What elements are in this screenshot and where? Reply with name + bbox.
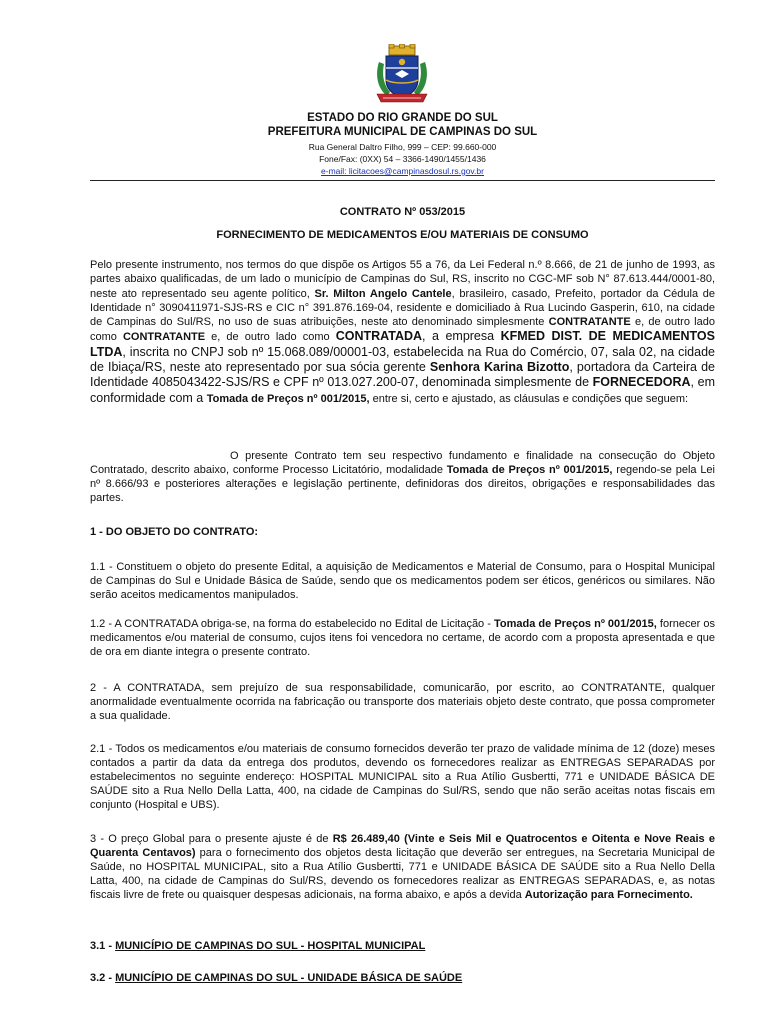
section-3-1-title	[90, 940, 425, 952]
paragraph-3	[90, 832, 715, 902]
paragraph-fundamento	[90, 449, 715, 505]
p3-text: para o fornecimento dos objetos desta licitação que deverão ser entregues, na Secretaria Municipal de Saúde, no HOSPITAL MUNICIPAL, sito a Rua Atílio Gusbertti, 771 e UNIDADE BÁSICA DE SAÚDE sito a Rua Nello Della Latta, 400, na cidade de Campinas do Sul/RS, devendo os fornecedores realizar as ENTREGAS SEPARADAS, e, as notas fiscais livre de frete ou quaisquer despesas adicionais, na forma abaixo, e após a devida	[90, 847, 716, 901]
p2-text: O presente Contrato tem seu respectivo fundamento e finalidade na consecução do Objeto Contratado, descrito abaixo, conforme Processo Licitatório, modalidade	[90, 450, 715, 476]
section-3-2-number: 3.2 -	[90, 972, 116, 984]
paragraph-2-1: 2.1 - Todos os medicamentos e/ou materiais de consumo fornecidos deverão ter prazo de validade mínima de 12 (doze) meses contados a partir da data da entrega dos produtos, devendo os fornecedores realizar as ENTREGAS SEPARADAS por estabelecimentos no seguinte endereço: HOSPITAL MUNICIPAL sito a Rua Atílio Gusbertti, 771 e UNIDADE BÁSICA DE SAÚDE sito a Rua Nello Della Latta, 400, na cidade de Campinas do Sul/RS, sendo que não serão aceitas notas fiscais em conjunto (Hospital e UBS).	[90, 743, 715, 811]
p2-tomada-precos: Tomada de Preços nº 001/2015,	[446, 464, 613, 476]
p1-text: , portadora da Carteira de Identidade 4085043422-SJS/RS e CPF nº 013.027.200-07, denominada simplesmente de	[90, 360, 716, 390]
p1-text: , inscrita no CNPJ sob nº 15.068.089/00001-03, estabelecida na Rua do Comércio, 07, sala 02, na cidade de Ibiaça/RS, neste ato representado por sua sócia gerente	[90, 344, 715, 375]
section-1-title: 1 - DO OBJETO DO CONTRATO:	[90, 526, 259, 538]
section-3-2-title	[90, 972, 462, 984]
p1-fornecedora: FORNECEDORA	[592, 375, 691, 390]
p1-text: e, de outro lado como	[90, 316, 715, 344]
p1-tomada-precos: Tomada de Preços nº 001/2015,	[206, 392, 370, 405]
section-3-2-text: MUNICÍPIO DE CAMPINAS DO SUL - UNIDADE BÁSICA DE SAÚDE	[115, 972, 463, 984]
p3-price: R$ 26.489,40 (Vinte e Seis Mil e Quatrocentos e Oitenta e Nove Reais e Quarenta Centavos)	[90, 833, 716, 859]
p1-contratante: CONTRATANTE	[548, 316, 631, 329]
paragraph-2: 2 - A CONTRATADA, sem prejuízo de sua responsabilidade, comunicarão, por escrito, ao CONTRATANTE, qualquer anormalidade eventualmente ocorrida na fabricação ou transporte dos materiais objeto deste contrato, que possa comprometer a sua qualidade.	[90, 682, 715, 722]
p1-text: e, de outro lado como	[205, 331, 336, 344]
contract-title: CONTRATO Nº 053/2015	[339, 206, 466, 218]
header-address: Rua General Daltro Filho, 999 – CEP: 99.660-000	[308, 142, 497, 152]
p1-mayor-name: Sr. Milton Angelo Cantele	[314, 287, 452, 300]
coat-of-arms-icon	[373, 44, 431, 106]
paragraph-1-1: 1.1 - Constituem o objeto do presente Edital, a aquisição de Medicamentos e Material de Consumo, para o Hospital Municipal de Campinas do Sul e Unidade Básica de Saúde, sendo que os medicamentos podem ser éticos, genéricos ou similares. Não serão aceitos medicamentos manipulados.	[90, 561, 715, 601]
header-email-link[interactable]: e-mail: licitacoes@campinasdosul.rs.gov.br	[321, 166, 484, 176]
p1-contratada: CONTRATADA	[335, 329, 423, 344]
p1-text: , em conformidade com a	[90, 375, 715, 405]
section-3-1-text: MUNICÍPIO DE CAMPINAS DO SUL - HOSPITAL MUNICIPAL	[115, 940, 426, 952]
p1-text: Pelo presente instrumento, nos termos do que dispõe os Artigos 55 a 76, da Lei Federal n.º 8.666, de 21 de junho de 1993, as partes abaixo qualificadas, de um lado o município de Campinas do Sul, RS, inscrito no CGC-MF sob N° 87.613.444/0001-80, neste ato representado seu agente político,	[90, 259, 715, 300]
header-phone: Fone/Fax: (0XX) 54 – 3366-1490/1455/1436	[319, 154, 486, 164]
p12-text: 1.2 - A CONTRATADA obriga-se, na forma do estabelecido no Edital de Licitação -	[90, 618, 494, 630]
p3-autorizacao: Autorização para Fornecimento.	[524, 889, 693, 901]
section-3-1-number: 3.1 -	[90, 940, 116, 952]
header-state: ESTADO DO RIO GRANDE DO SUL	[307, 112, 498, 124]
p3-text: 3 - O preço Global para o presente ajuste é de	[90, 833, 333, 845]
paragraph-preamble	[90, 258, 715, 406]
p1-text: , brasileiro, casado, Prefeito, portador da Cédula de Identidade n° 3090411971-SJS-RS e CIC n° 391.876.169-04, residente e domiciliado à Rua Lucindo Gasperin, 610, na cidade de Campinas do Sul/RS, no uso de suas atribuições, neste ato denominado simplesmente	[90, 287, 715, 329]
contract-object-title: FORNECIMENTO DE MEDICAMENTOS E/OU MATERIAIS DE CONSUMO	[216, 229, 589, 241]
paragraph-1-2	[90, 617, 715, 659]
header-divider	[90, 180, 715, 181]
p1-text: , a empresa	[422, 329, 501, 344]
p2-text: regendo-se pela Lei nº 8.666/93 e posteriores alterações e legislação pertinente, definidoras dos direitos, obrigações e responsabilidades das partes.	[90, 464, 715, 504]
p1-company-name: KFMED DIST. DE MEDICAMENTOS LTDA	[90, 329, 715, 359]
p12-tomada-precos: Tomada de Preços nº 001/2015,	[494, 618, 657, 630]
p1-contratante-2: CONTRATANTE	[122, 331, 206, 344]
p1-text: entre si, certo e ajustado, as cláusulas e condições que seguem:	[369, 392, 689, 405]
header-prefeitura: PREFEITURA MUNICIPAL DE CAMPINAS DO SUL	[267, 126, 538, 138]
p1-manager-name: Senhora Karina Bizotto	[429, 360, 570, 375]
p12-text: fornecer os medicamentos e/ou material de consumo, cujos itens foi vencedora no certame, de acordo com a proposta apresentada e que de ora em diante integra o presente contrato.	[90, 618, 715, 658]
